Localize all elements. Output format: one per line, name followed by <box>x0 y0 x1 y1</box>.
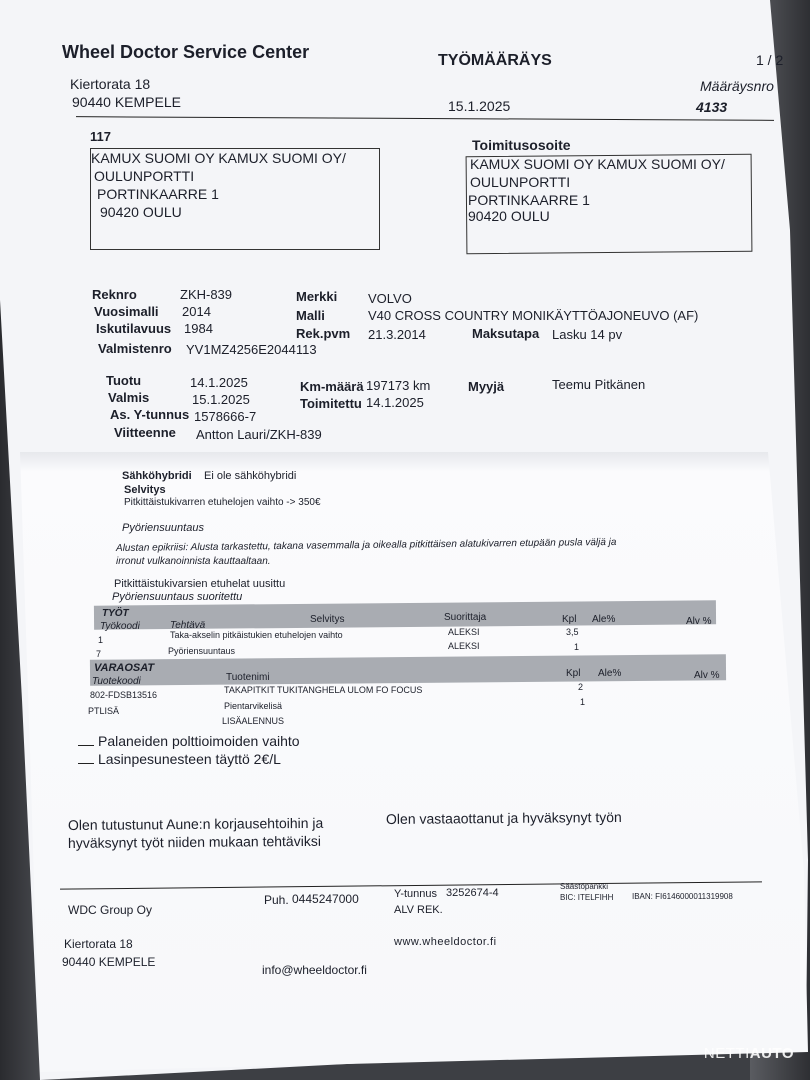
footer-iban: IBAN: FI6146000011319908 <box>632 892 733 901</box>
checklist-item <box>78 733 300 749</box>
page-number: 1 / 2 <box>756 52 784 68</box>
checkbox-blank[interactable] <box>78 763 94 764</box>
tyot-row-task: Pyöriensuuntaus <box>168 646 236 656</box>
company-address-1: Kiertorata 18 <box>70 76 151 92</box>
km-label: Km-määrä <box>300 379 364 394</box>
delivery-line-4: 90420 OULU <box>468 208 550 224</box>
customer-number: 117 <box>90 129 111 144</box>
delivery-line-1: KAMUX SUOMI OY KAMUX SUOMI OY/ <box>470 156 725 172</box>
footer-phone-label: Puh. <box>264 893 289 907</box>
rekpvm-label: Rek.pvm <box>296 326 351 341</box>
footer-bank: Säästöpankki <box>560 882 609 891</box>
checkbox-blank[interactable] <box>78 745 94 746</box>
varaosat-row-name: TAKAPITKIT TUKITANGHELA ULOM FO FOCUS <box>224 685 423 695</box>
iskutilavuus-value: 1984 <box>184 321 213 336</box>
note-line-2: Pyöriensuuntaus <box>122 522 204 534</box>
varaosat-col-tuotekoodi: Tuotekoodi <box>92 676 141 687</box>
note-line-3: Alustan epikriisi: Alusta tarkastettu, takana vasemmalla ja oikealla pitkittäisen alatukivarren etupään pusla väljä ja <box>115 536 617 554</box>
rekpvm-value: 21.3.2014 <box>368 327 426 342</box>
customer-line-4: 90420 OULU <box>100 204 182 220</box>
company-address-2: 90440 KEMPELE <box>72 94 181 110</box>
order-number: 4133 <box>696 99 728 115</box>
footer-website[interactable]: www.wheeldoctor.fi <box>394 936 497 948</box>
site-watermark <box>704 1045 794 1062</box>
viitteenne-label: Viitteenne <box>114 425 176 440</box>
tuotu-value: 14.1.2025 <box>190 375 248 390</box>
toimitettu-label: Toimitettu <box>300 396 362 411</box>
tyot-col-tehtava: Tehtävä <box>170 620 206 631</box>
footer-company: WDC Group Oy <box>68 903 153 917</box>
footer-ytunnus-label: Y-tunnus <box>394 888 438 900</box>
varaosat-row-name: LISÄALENNUS <box>222 716 285 726</box>
vuosimalli-label: Vuosimalli <box>94 304 159 319</box>
acceptance-text: Olen vastaaottanut ja hyväksynyt työn <box>385 808 622 827</box>
footer-address-2: 90440 KEMPELE <box>62 955 156 969</box>
valmis-label: Valmis <box>108 390 150 405</box>
maksutapa-label: Maksutapa <box>472 326 540 341</box>
myyja-value: Teemu Pitkänen <box>552 377 646 392</box>
tyot-row-by: ALEKSI <box>448 641 480 651</box>
delivery-line-2: OULUNPORTTI <box>470 174 571 190</box>
selvitys-heading: Selvitys <box>124 484 166 496</box>
varaosat-col-ale: Ale% <box>598 668 622 679</box>
vuosimalli-value: 2014 <box>182 304 211 319</box>
tyot-col-suorittaja: Suorittaja <box>444 612 487 623</box>
malli-label: Malli <box>296 308 325 323</box>
valmis-value: 15.1.2025 <box>192 392 250 407</box>
myyja-label: Myyjä <box>468 379 505 394</box>
malli-value: V40 CROSS COUNTRY MONIKÄYTTÖAJONEUVO (AF) <box>368 308 699 323</box>
terms-line-2: hyväksynyt työt niiden mukaan tehtäviksi <box>67 832 321 851</box>
varaosat-row-qty: 2 <box>578 682 584 692</box>
watermark-part-a: NETTI <box>703 1045 750 1062</box>
toimitettu-value: 14.1.2025 <box>366 395 424 410</box>
company-name: Wheel Doctor Service Center <box>62 42 310 62</box>
reknro-value: ZKH-839 <box>180 287 233 302</box>
varaosat-header-band <box>90 654 726 686</box>
varaosat-col-kpl: Kpl <box>566 668 581 679</box>
tyot-section-title: TYÖT <box>102 608 129 619</box>
footer-ytunnus: 3252674-4 <box>446 887 499 899</box>
tyot-col-kpl: Kpl <box>562 614 577 625</box>
note-line-6: Pyöriensuuntaus suoritettu <box>112 591 243 603</box>
varaosat-section-title: VARAOSAT <box>94 662 155 674</box>
terms-line-1: Olen tutustunut Aune:n korjausehtoihin ja <box>67 814 324 833</box>
varaosat-row-qty: 1 <box>580 697 586 707</box>
tyot-row-qty: 1 <box>574 642 580 652</box>
iskutilavuus-label: Iskutilavuus <box>96 321 172 336</box>
tyot-row-by: ALEKSI <box>448 627 480 637</box>
reknro-label: Reknro <box>92 287 137 302</box>
merkki-value: VOLVO <box>368 291 412 306</box>
km-value: 197173 km <box>366 378 431 393</box>
merkki-label: Merkki <box>296 289 338 304</box>
watermark-part-b: AUTO <box>749 1045 794 1062</box>
varaosat-row-code: 802-FDSB13516 <box>90 690 158 700</box>
checklist-label: Lasinpesunesteen täyttö 2€/L <box>98 751 281 767</box>
maksutapa-value: Lasku 14 pv <box>552 327 623 342</box>
order-number-label: Määräysnro <box>700 78 774 94</box>
note-line-4: irronut vulkanoinnista kauttaaltaan. <box>116 556 271 567</box>
varaosat-col-alv: Alv % <box>694 670 720 681</box>
varaosat-row-name: Pientarvikelisä <box>224 701 283 711</box>
tyot-row-code: 7 <box>96 649 102 659</box>
tyot-row-task: Taka-akselin pitkäistukien etuhelojen vaihto <box>170 630 343 640</box>
delivery-line-3: PORTINKAARRE 1 <box>468 192 590 208</box>
tuotu-label: Tuotu <box>106 373 142 388</box>
footer-email[interactable]: info@wheeldoctor.fi <box>262 963 367 977</box>
customer-line-3: PORTINKAARRE 1 <box>97 186 219 202</box>
sahkohybridi-label: Sähköhybridi <box>122 470 192 482</box>
footer-phone: 0445247000 <box>292 892 359 906</box>
checklist-label: Palaneiden polttioimoiden vaihto <box>98 733 300 749</box>
checklist-item <box>78 751 281 767</box>
tyot-col-selvitys: Selvitys <box>310 614 345 625</box>
varaosat-col-tuotenimi: Tuotenimi <box>226 672 270 683</box>
tyot-row-code: 1 <box>98 635 104 645</box>
valmistenro-label: Valmistenro <box>98 341 172 356</box>
tyot-col-alv: Alv % <box>686 616 712 627</box>
note-line-5: Pitkittäistukivarsien etuhelat uusittu <box>114 578 286 590</box>
valmistenro-value: YV1MZ4256E2044113 <box>186 342 317 357</box>
ytunnus-label: As. Y-tunnus <box>110 407 190 422</box>
footer-bic: BIC: ITELFIHH <box>560 893 614 902</box>
tyot-row-qty: 3,5 <box>566 627 579 637</box>
customer-line-2: OULUNPORTTI <box>94 168 195 184</box>
customer-line-1: KAMUX SUOMI OY KAMUX SUOMI OY/ <box>91 150 346 166</box>
ytunnus-value: 1578666-7 <box>194 409 257 424</box>
sahkohybridi-value: Ei ole sähköhybridi <box>204 470 297 482</box>
delivery-label: Toimitusosoite <box>472 137 571 153</box>
footer-alv: ALV REK. <box>394 904 443 916</box>
document-title: TYÖMÄÄRÄYS <box>438 52 552 69</box>
footer-address-1: Kiertorata 18 <box>64 937 133 951</box>
tyot-col-tyokoodi: Työkoodi <box>100 621 140 632</box>
varaosat-row-code: PTLISÄ <box>88 706 120 716</box>
tyot-col-ale: Ale% <box>592 614 616 625</box>
document-date: 15.1.2025 <box>448 98 511 114</box>
note-line-1: Pitkittäistukivarren etuhelojen vaihto -> 350€ <box>124 497 321 508</box>
viitteenne-value: Antton Lauri/ZKH-839 <box>196 427 322 442</box>
